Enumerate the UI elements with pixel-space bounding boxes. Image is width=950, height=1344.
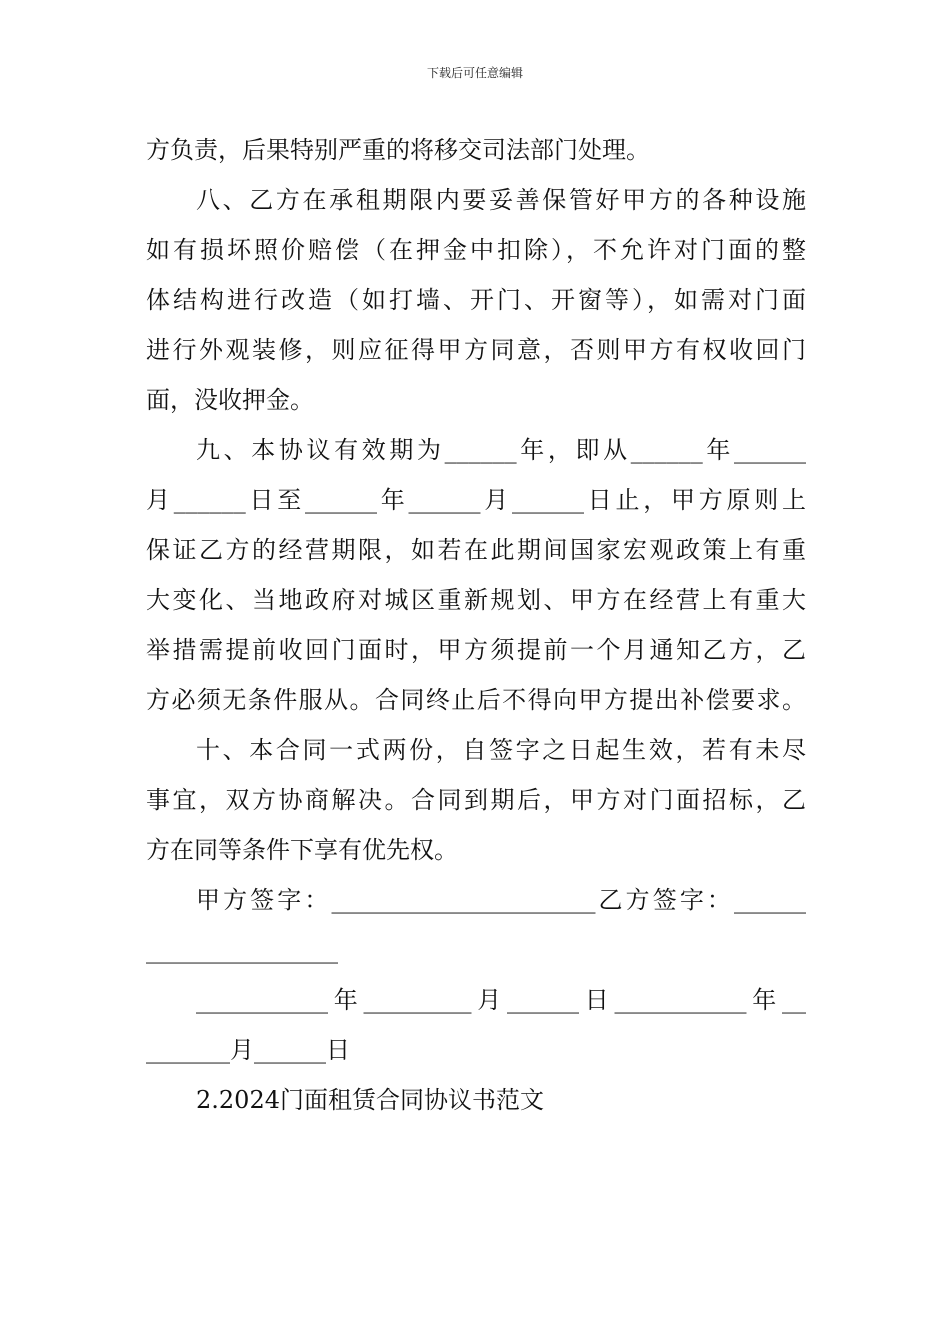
signature-line-cont: ________________: [146, 936, 338, 964]
text-line-7: 九、本协议有效期为______年，即从______年______: [196, 436, 806, 464]
text-line-11: 举措需提前收回门面时，甲方须提前一个月通知乙方，乙: [146, 636, 806, 664]
date-line-cont: _______月______日: [146, 1036, 350, 1064]
text-line-8: 月______日至______年______月______日止，甲方原则上: [146, 486, 806, 514]
text-line-2: 八、乙方在承租期限内要妥善保管好甲方的各种设施: [196, 186, 806, 214]
text-line-13: 十、本合同一式两份，自签字之日起生效，若有未尽: [196, 736, 806, 764]
text-line-14: 事宜，双方协商解决。合同到期后，甲方对门面招标，乙: [146, 786, 806, 814]
text-line-6: 面，没收押金。: [146, 386, 314, 414]
text-line-3: 如有损坏照价赔偿（在押金中扣除），不允许对门面的整: [146, 236, 806, 264]
text-line-9: 保证乙方的经营期限，如若在此期间国家宏观政策上有重: [146, 536, 806, 564]
text-line-15: 方在同等条件下享有优先权。: [146, 836, 458, 864]
signature-line: 甲方签字：______________________乙方签字：______: [196, 886, 806, 914]
date-line: ___________年_________月______日___________年__: [196, 986, 806, 1014]
text-line-10: 大变化、当地政府对城区重新规划、甲方在经营上有重大: [146, 586, 806, 614]
text-line-5: 进行外观装修，则应征得甲方同意，否则甲方有权收回门: [146, 336, 806, 364]
text-line-4: 体结构进行改造（如打墙、开门、开窗等），如需对门面: [146, 286, 806, 314]
section-heading: 2.2024门面租赁合同协议书范文: [196, 1086, 544, 1114]
text-line-1: 方负责，后果特别严重的将移交司法部门处理。: [146, 136, 650, 164]
page-header-note: 下载后可任意编辑: [426, 66, 523, 80]
text-line-12: 方必须无条件服从。合同终止后不得向甲方提出补偿要求。: [146, 686, 806, 714]
